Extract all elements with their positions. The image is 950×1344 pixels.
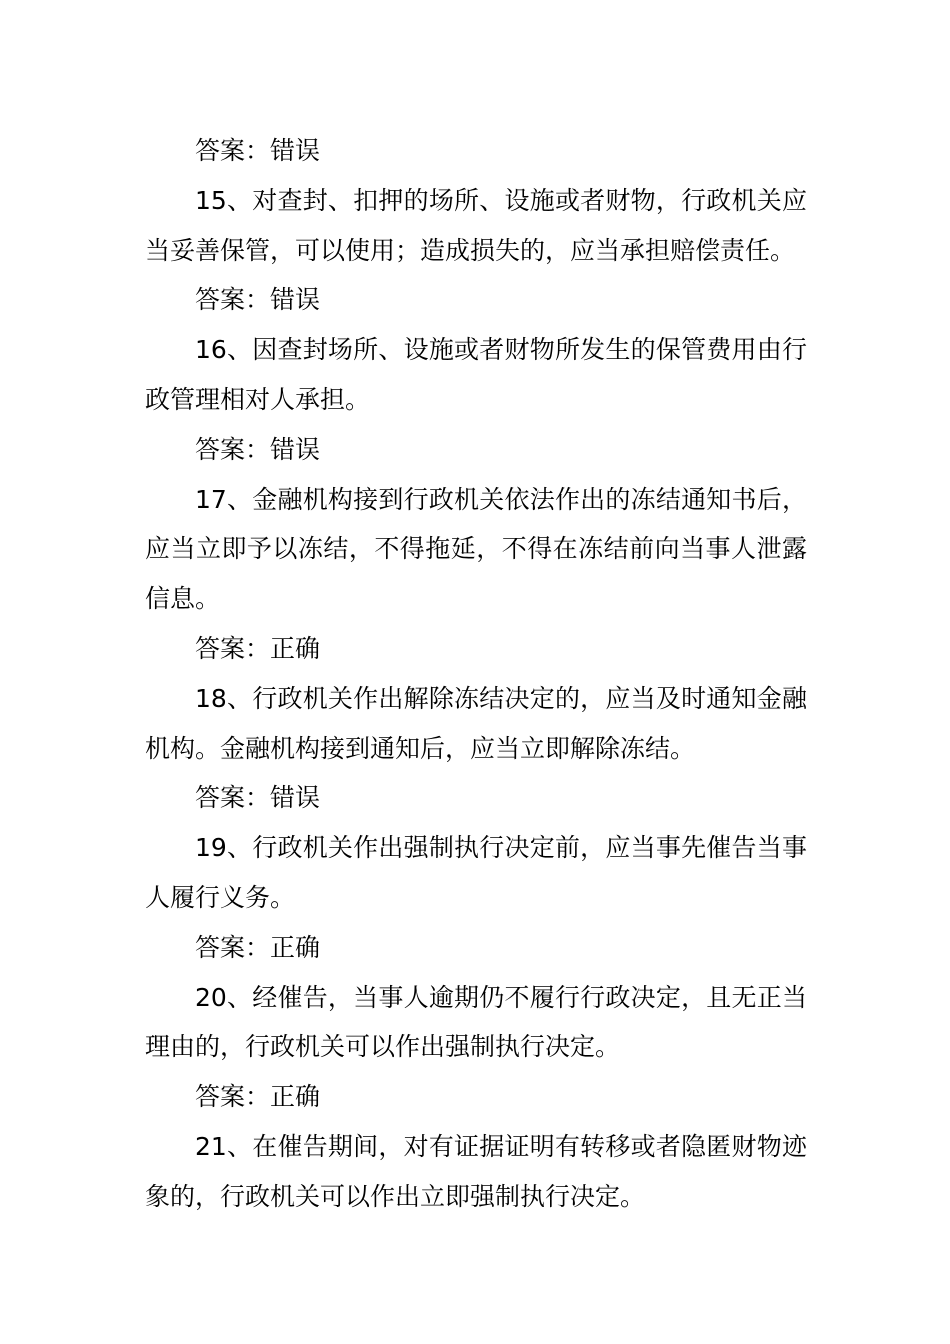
- answer-line: 答案：错误: [195, 783, 321, 813]
- answer-line: 答案：错误: [195, 434, 321, 464]
- question-18: 18、行政机关作出解除冻结决定的，应当及时通知金融机构。金融机构接到通知后，应当立即解除冻结。: [145, 683, 807, 763]
- question-20: 20、经催告，当事人逾期仍不履行行政决定，且无正当理由的，行政机关可以作出强制执行决定。: [145, 982, 807, 1062]
- answer-line: 答案：错误: [195, 285, 321, 315]
- question-17: 17、金融机构接到行政机关依法作出的冻结通知书后，应当立即予以冻结，不得拖延，不得在冻结前向当事人泄露信息。: [145, 484, 807, 614]
- document-body: [145, 126, 807, 1222]
- answer-line: 答案：正确: [195, 932, 321, 962]
- question-21: 21、在催告期间，对有证据证明有转移或者隐匿财物迹象的，行政机关可以作出立即强制执行决定。: [145, 1131, 807, 1211]
- answer-line: 答案：正确: [195, 1082, 321, 1112]
- question-19: 19、行政机关作出强制执行决定前，应当事先催告当事人履行义务。: [145, 833, 807, 912]
- answer-line: 答案：错误: [195, 136, 321, 165]
- question-16: 16、因查封场所、设施或者财物所发生的保管费用由行政管理相对人承担。: [145, 335, 807, 414]
- answer-line: 答案：正确: [195, 633, 321, 663]
- question-15: 15、对查封、扣押的场所、设施或者财物，行政机关应当妥善保管，可以使用；造成损失的，应当承担赔偿责任。: [145, 185, 807, 265]
